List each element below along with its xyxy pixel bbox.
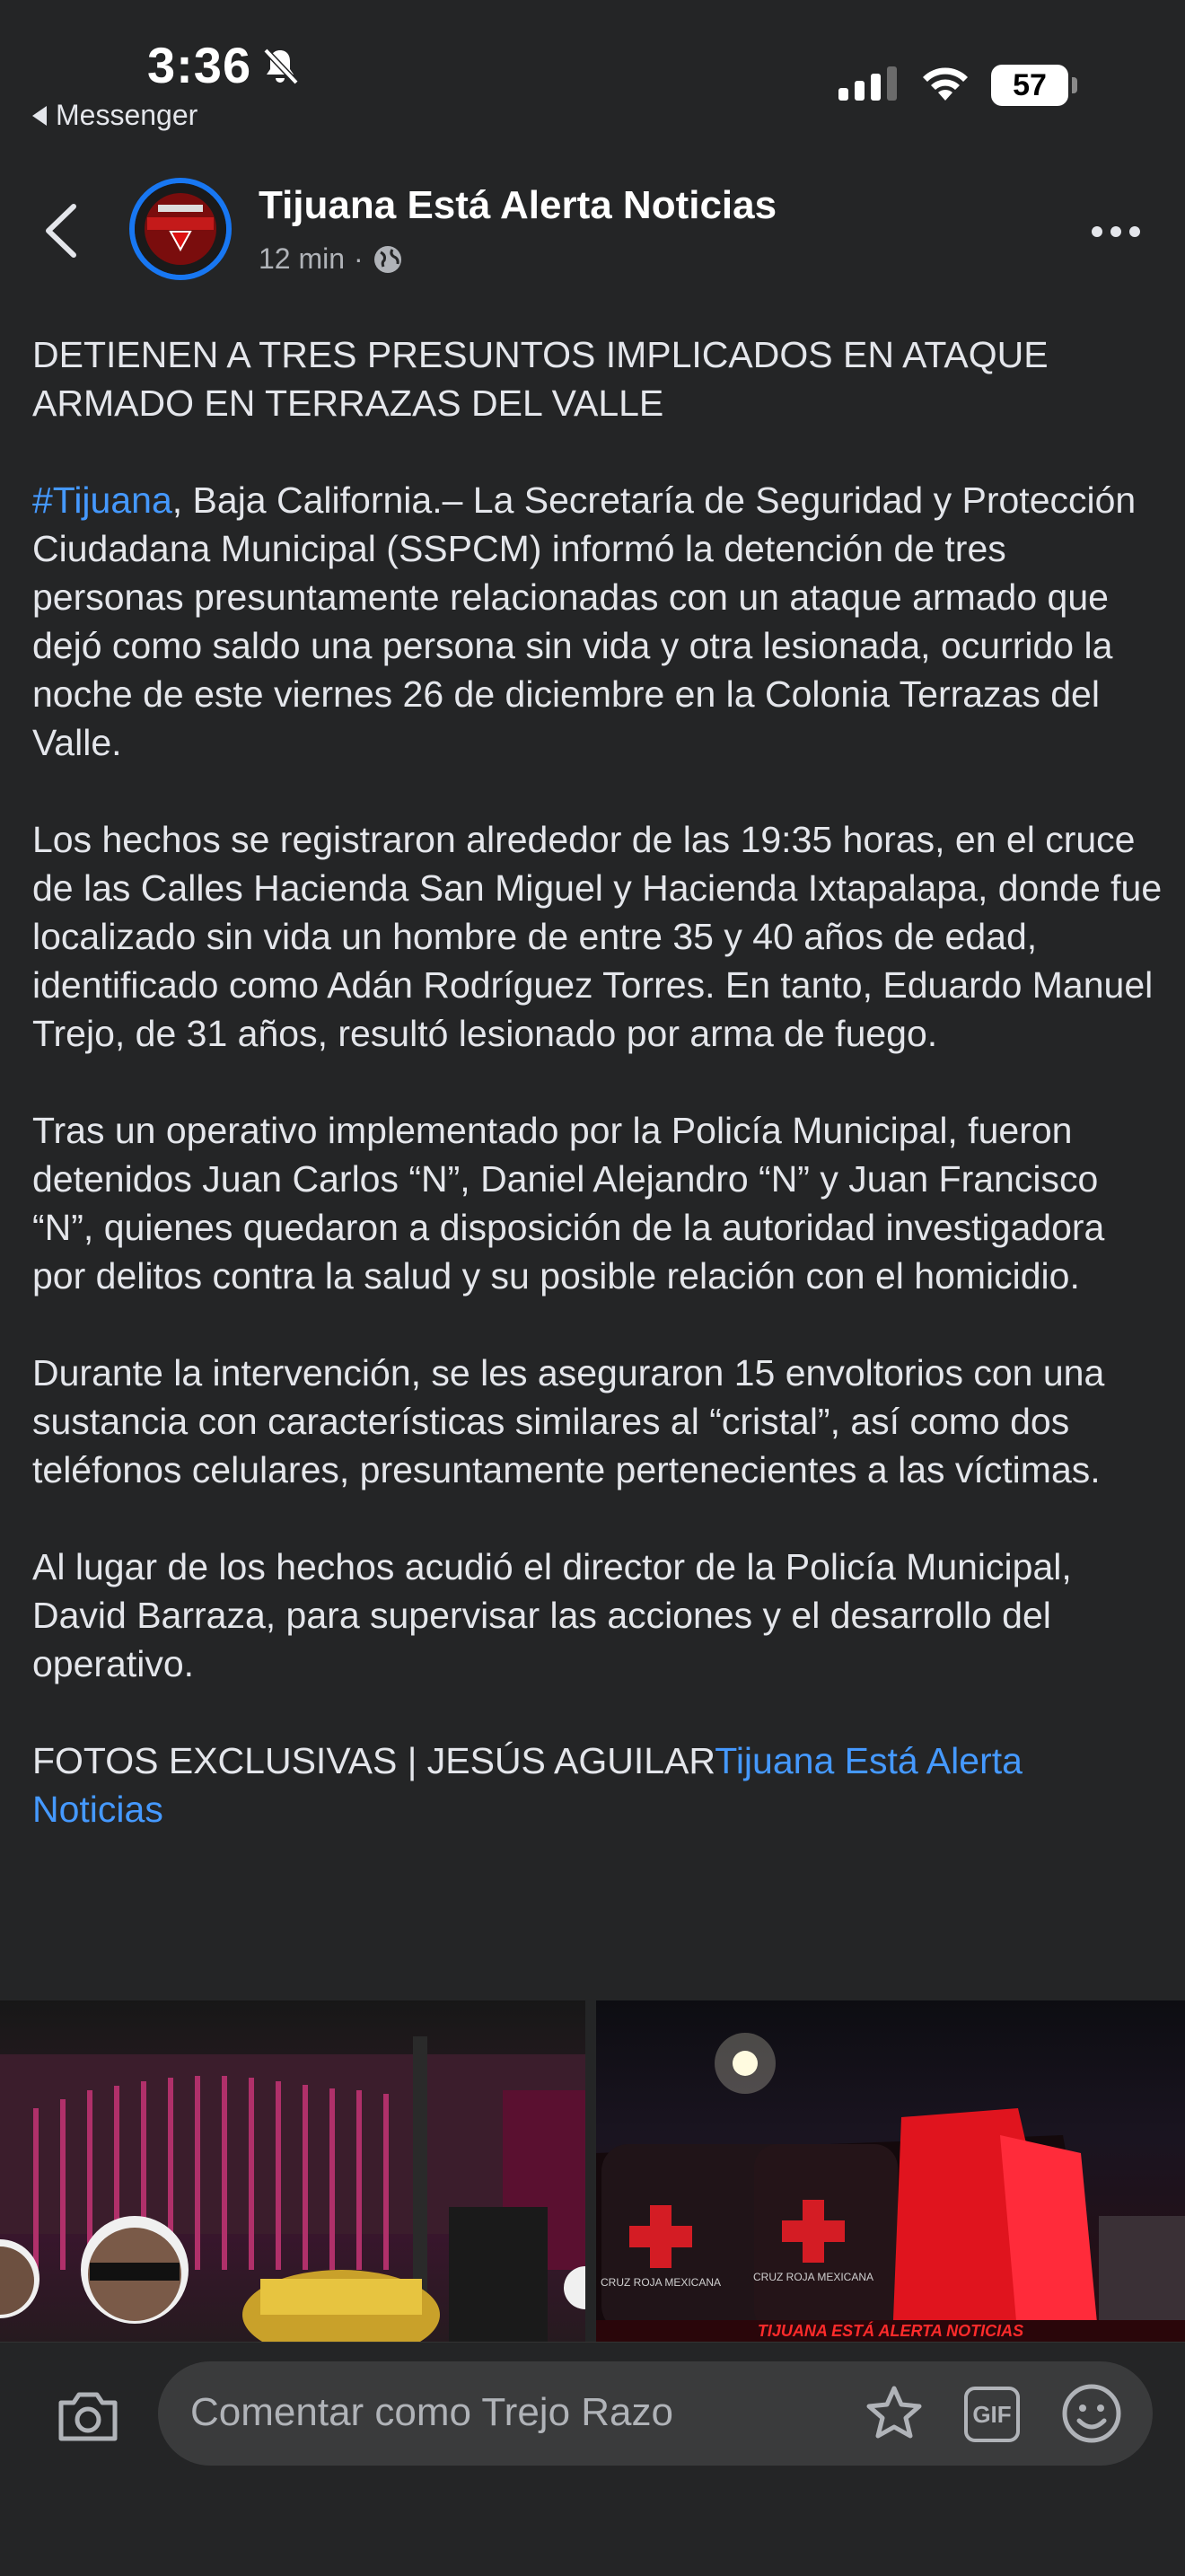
status-time: 3:36 (147, 37, 252, 93)
photo-grid (0, 2000, 1185, 2342)
comment-placeholder: Comentar como Trejo Razo (190, 2390, 673, 2434)
gif-button[interactable]: GIF (964, 2387, 1020, 2442)
back-app-label: Messenger (56, 99, 198, 131)
post-paragraph-4: Durante la intervención, se les aseguraron 15 envoltorios con una sustancia con características similares al “cristal”, así como dos teléfonos celulares, presuntamente pertenecientes a las víctimas. (32, 1352, 1105, 1490)
back-to-app-link[interactable] (32, 99, 198, 132)
dot (1129, 226, 1140, 237)
post-paragraph-1 (32, 476, 1163, 767)
bell-slash-icon (259, 45, 302, 88)
more-options-button[interactable] (1092, 226, 1140, 237)
post-paragraph-5: Al lugar de los hechos acudió el director de la Policía Municipal, David Barraza, para supervisar las acciones y el desarrollo del operativo. (32, 1546, 1072, 1684)
emoji-icon[interactable] (1059, 2381, 1124, 2446)
post-photo-1[interactable] (0, 2000, 585, 2342)
credit-text: FOTOS EXCLUSIVAS | JESÚS AGUILAR (32, 1740, 715, 1781)
photo-watermark: TIJUANA ESTÁ ALERTA NOTICIAS (757, 2322, 1024, 2340)
post-paragraph-3: Tras un operativo implementado por la Policía Municipal, fueron detenidos Juan Carlos “N”, Daniel Alejandro “N” y Juan Francisco “N”, quienes quedaron a disposición de la autoridad investigadora por delitos contra la salud y su posible relación con el homicidio. (32, 1110, 1105, 1297)
cross-label-right: CRUZ ROJA MEXICANA (752, 2271, 874, 2283)
globe-icon (373, 244, 403, 275)
avatar-sticker-icon[interactable] (862, 2381, 926, 2446)
post-photo-2[interactable] (596, 2000, 1185, 2342)
post-paragraph-2: Los hechos se registraron alrededor de las 19:35 horas, en el cruce de las Calles Hacienda San Miguel y Hacienda Ixtapalapa, donde fue localizado sin vida un hombre de entre 35 y 40 años de edad, identificado como Adán Rodríguez Torres. En tanto, Eduardo Manuel Trejo, de 31 años, resultó lesionado por arma de fuego. (32, 819, 1163, 1054)
dot (1110, 226, 1121, 237)
back-triangle-icon (32, 106, 47, 126)
photo-1-scene (0, 2000, 585, 2342)
post-text (32, 330, 1163, 1882)
post-headline: DETIENEN A TRES PRESUNTOS IMPLICADOS EN ATAQUE ARMADO EN TERRAZAS DEL VALLE (32, 334, 1049, 424)
battery-indicator: 57 (991, 65, 1068, 106)
page-avatar[interactable] (129, 178, 232, 280)
battery-nub (1072, 77, 1077, 93)
post-meta (259, 242, 403, 276)
wifi-icon (919, 61, 971, 104)
cross-label-left: CRUZ ROJA MEXICANA (600, 2276, 722, 2289)
cellular-signal-icon (838, 66, 897, 101)
photo-2-scene (596, 2000, 1185, 2342)
meta-separator: · (354, 242, 364, 275)
post-credit (32, 1736, 1163, 1833)
dot (1092, 226, 1102, 237)
page-name[interactable]: Tijuana Está Alerta Noticias (259, 183, 777, 227)
credit-page-link[interactable]: Tijuana Está Alerta Noticias (32, 1740, 1023, 1830)
page-logo (135, 183, 226, 275)
post-time[interactable]: 12 min (259, 242, 346, 275)
camera-icon[interactable] (56, 2387, 120, 2444)
hashtag-link[interactable]: #Tijuana (32, 479, 172, 521)
back-chevron-icon[interactable] (43, 203, 79, 259)
paragraph-1-text: , Baja California.– La Secretaría de Seguridad y Protección Ciudadana Municipal (SSPCM) informó la detención de tres personas presuntamente relacionadas con un ataque armado que dejó como saldo una persona sin vida y otra lesionada, ocurrido la noche de este viernes 26 de diciembre en la Colonia Terrazas del Valle. (32, 479, 1137, 763)
